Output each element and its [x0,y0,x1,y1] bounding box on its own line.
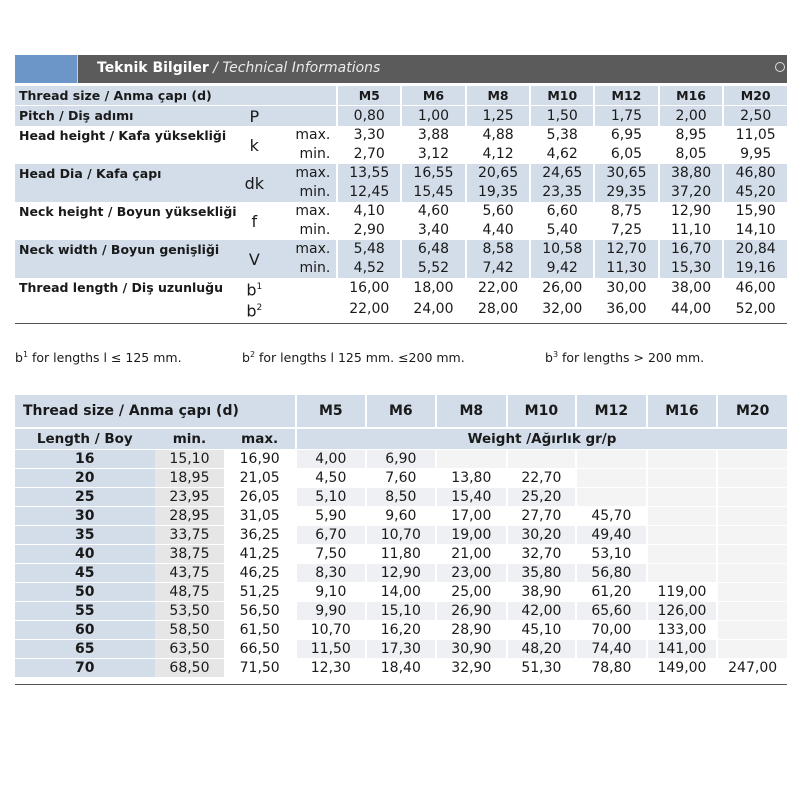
weight-cell [575,468,646,487]
spec-value: 4,12 [465,145,530,164]
spec-value: 7,25 [593,221,658,240]
spec-value: 3,88 [400,126,465,145]
spec-value: 1,00 [400,106,465,126]
min-label: min. [272,221,336,240]
thread-size-header: Thread size / Anma çapı (d) [15,86,336,106]
spec-label: Thread length / Diş uzunluğu [15,278,237,321]
spec-label: Neck width / Boyun genişliği [15,240,237,278]
weight-subheader-row [15,427,787,449]
weight-cell [575,449,646,468]
weight-cell: 4,00 [295,449,365,468]
table-divider [15,323,787,324]
min-length-cell: 48,75 [155,582,225,601]
spec-value: 32,00 [529,299,593,320]
spec-row-thread-length-b1 [15,278,787,299]
weight-cell [435,449,506,468]
weight-cell [716,639,787,658]
min-label: min. [272,259,336,278]
weight-cell: 15,10 [365,601,436,620]
weight-cell: 5,90 [295,506,365,525]
weight-cell: 19,00 [435,525,506,544]
weight-cell: 53,10 [575,544,646,563]
spec-symbol: P [237,106,272,126]
table-row [15,639,787,658]
spec-value: 16,70 [658,240,723,259]
spec-value: 1,25 [465,106,530,126]
spec-value: 38,00 [658,278,723,299]
spec-value: 10,58 [529,240,593,259]
spec-label: Neck height / Boyun yüksekliği [15,202,237,240]
weight-cell [646,468,717,487]
spec-value: 4,62 [529,145,593,164]
length-cell: 45 [15,563,155,582]
weight-cell [716,487,787,506]
spec-value: 37,20 [658,183,723,202]
size-column-header: M12 [593,86,658,106]
size-column-header: M10 [529,86,593,106]
length-cell: 25 [15,487,155,506]
max-length-cell: 61,50 [224,620,295,639]
weight-cell: 13,80 [435,468,506,487]
length-header: Length / Boy [15,427,155,449]
weight-cell: 14,00 [365,582,436,601]
weight-cell: 22,70 [506,468,576,487]
spec-value: 38,80 [658,164,723,183]
spec-value: 5,40 [529,221,593,240]
spec-value: 12,45 [336,183,400,202]
weight-cell [506,449,576,468]
symbol-b: b [246,301,257,321]
weight-cell: 65,60 [575,601,646,620]
spec-value: 2,50 [722,106,787,126]
search-icon[interactable] [775,62,785,72]
spec-label: Head Dia / Kafa çapı [15,164,237,202]
weight-cell: 70,00 [575,620,646,639]
spec-value: 46,00 [722,278,787,299]
max-length-cell: 36,25 [224,525,295,544]
weight-cell: 149,00 [646,658,717,677]
min-length-cell: 58,50 [155,620,225,639]
spec-value: 2,90 [336,221,400,240]
spec-row-neck-height-max [15,202,787,221]
weight-cell: 10,70 [295,620,365,639]
spec-value: 29,35 [593,183,658,202]
weight-cell: 247,00 [716,658,787,677]
max-length-cell: 26,05 [224,487,295,506]
spec-value: 36,00 [593,299,658,320]
spec-value: 20,84 [722,240,787,259]
weight-cell: 25,00 [435,582,506,601]
weight-header: Weight /Ağırlık gr/p [295,427,787,449]
weight-cell: 21,00 [435,544,506,563]
section-title [97,60,380,76]
spec-symbol: k [237,126,272,164]
weight-cell: 38,90 [506,582,576,601]
max-label: max. [272,202,336,221]
spec-value: 8,75 [593,202,658,221]
spec-value: 16,55 [400,164,465,183]
spec-value: 0,80 [336,106,400,126]
weight-cell [646,449,717,468]
spec-value: 3,40 [400,221,465,240]
weight-cell: 25,20 [506,487,576,506]
spec-value: 6,60 [529,202,593,221]
table-row [15,620,787,639]
weight-cell [646,487,717,506]
title-separator: / [208,60,223,76]
spec-value: 5,48 [336,240,400,259]
weight-cell: 42,00 [506,601,576,620]
spec-value: 4,10 [336,202,400,221]
weight-cell: 30,20 [506,525,576,544]
spec-blank [272,106,336,126]
weight-cell [716,525,787,544]
spec-value: 46,80 [722,164,787,183]
size-column-header: M6 [400,86,465,106]
spec-row-pitch [15,106,787,126]
spec-value: 16,00 [336,278,400,299]
weight-cell: 32,90 [435,658,506,677]
spec-value: 1,50 [529,106,593,126]
max-length-cell: 71,50 [224,658,295,677]
weight-cell: 133,00 [646,620,717,639]
spec-symbol-b2 [237,299,272,320]
table-divider [15,684,787,685]
size-column-header: M10 [506,395,576,427]
weight-cell: 28,90 [435,620,506,639]
spec-value: 4,88 [465,126,530,145]
weight-cell: 7,50 [295,544,365,563]
weight-cell: 27,70 [506,506,576,525]
spec-value: 5,52 [400,259,465,278]
spec-value: 23,35 [529,183,593,202]
weight-cell: 16,20 [365,620,436,639]
spec-value: 6,48 [400,240,465,259]
weight-cell: 119,00 [646,582,717,601]
max-length-cell: 51,25 [224,582,295,601]
weight-cell: 26,90 [435,601,506,620]
weight-cell: 56,80 [575,563,646,582]
length-cell: 50 [15,582,155,601]
spec-value: 3,30 [336,126,400,145]
min-length-cell: 23,95 [155,487,225,506]
weight-cell [646,506,717,525]
length-cell: 70 [15,658,155,677]
max-length-cell: 16,90 [224,449,295,468]
max-length-cell: 41,25 [224,544,295,563]
section-header-bar [15,55,787,83]
spec-header-row [15,86,787,106]
spec-value: 8,58 [465,240,530,259]
min-label: min. [272,145,336,164]
table-row [15,658,787,677]
weight-cell: 23,00 [435,563,506,582]
table-row [15,487,787,506]
spec-value: 20,65 [465,164,530,183]
length-cell: 65 [15,639,155,658]
min-length-cell: 15,10 [155,449,225,468]
spec-value: 13,55 [336,164,400,183]
max-length-cell: 21,05 [224,468,295,487]
length-cell: 40 [15,544,155,563]
spec-value: 12,70 [593,240,658,259]
size-column-header: M6 [365,395,436,427]
weight-cell [716,620,787,639]
size-column-header: M5 [295,395,365,427]
weight-cell: 32,70 [506,544,576,563]
table-row [15,601,787,620]
weight-cell: 49,40 [575,525,646,544]
spec-symbol: V [237,240,272,278]
spec-value: 5,38 [529,126,593,145]
weight-cell: 51,30 [506,658,576,677]
spec-value: 15,30 [658,259,723,278]
weight-cell [646,544,717,563]
title-english: Technical Informations [222,60,381,76]
spec-value: 4,40 [465,221,530,240]
weight-cell: 12,90 [365,563,436,582]
weight-cell: 8,50 [365,487,436,506]
weight-cell [716,449,787,468]
header-accent-block [15,55,77,83]
table-row [15,506,787,525]
weight-cell: 141,00 [646,639,717,658]
size-column-header: M20 [722,86,787,106]
spec-row-neck-width-max [15,240,787,259]
weight-cell: 9,60 [365,506,436,525]
spec-symbol: dk [237,164,272,202]
spec-label: Head height / Kafa yüksekliği [15,126,237,164]
weight-cell: 45,70 [575,506,646,525]
size-column-header: M5 [336,86,400,106]
weight-cell: 12,30 [295,658,365,677]
spec-value: 6,05 [593,145,658,164]
spec-blank [272,299,336,320]
spec-value: 2,00 [658,106,723,126]
min-length-cell: 28,95 [155,506,225,525]
weight-cell: 10,70 [365,525,436,544]
weight-cell [716,544,787,563]
spec-value: 19,35 [465,183,530,202]
spec-row-head-height-max [15,126,787,145]
weight-cell [716,506,787,525]
spec-value: 30,65 [593,164,658,183]
spec-value: 22,00 [465,278,530,299]
min-length-cell: 18,95 [155,468,225,487]
max-length-cell: 56,50 [224,601,295,620]
weight-cell: 6,70 [295,525,365,544]
spec-value: 3,12 [400,145,465,164]
spec-value: 28,00 [465,299,530,320]
spec-value: 12,90 [658,202,723,221]
weight-cell: 5,10 [295,487,365,506]
spec-value: 18,00 [400,278,465,299]
title-turkish: Teknik Bilgiler [97,60,209,76]
spec-value: 1,75 [593,106,658,126]
thread-size-header: Thread size / Anma çapı (d) [15,395,295,427]
technical-spec-table [15,86,787,321]
weight-cell: 6,90 [365,449,436,468]
spec-symbol-b1 [237,278,272,299]
table-row [15,544,787,563]
weight-cell: 17,00 [435,506,506,525]
spec-value: 6,95 [593,126,658,145]
weight-cell [716,468,787,487]
max-label: max. [272,164,336,183]
table-row [15,468,787,487]
symbol-sup: 2 [256,303,263,314]
min-header: min. [155,427,225,449]
weight-cell: 48,20 [506,639,576,658]
weight-cell: 78,80 [575,658,646,677]
spec-value: 5,60 [465,202,530,221]
length-cell: 60 [15,620,155,639]
weight-cell: 15,40 [435,487,506,506]
weight-cell: 7,60 [365,468,436,487]
spec-value: 52,00 [722,299,787,320]
weight-cell: 9,90 [295,601,365,620]
min-label: min. [272,183,336,202]
length-cell: 16 [15,449,155,468]
max-length-cell: 31,05 [224,506,295,525]
spec-value: 19,16 [722,259,787,278]
min-length-cell: 43,75 [155,563,225,582]
spec-value: 7,42 [465,259,530,278]
weight-cell: 45,10 [506,620,576,639]
spec-value: 4,52 [336,259,400,278]
min-length-cell: 53,50 [155,601,225,620]
max-length-cell: 46,25 [224,563,295,582]
weight-cell: 30,90 [435,639,506,658]
spec-value: 22,00 [336,299,400,320]
spec-value: 9,95 [722,145,787,164]
min-length-cell: 33,75 [155,525,225,544]
weight-cell: 126,00 [646,601,717,620]
spec-value: 26,00 [529,278,593,299]
footnote-b1: $b^1$ for lengths l ≤ 125 mm. [15,350,182,366]
spec-value: 30,00 [593,278,658,299]
weight-cell [646,563,717,582]
spec-value: 9,42 [529,259,593,278]
weight-cell [646,525,717,544]
footnote-b3: $b^3$ for lengths > 200 mm. [545,350,705,366]
size-column-header: M16 [646,395,717,427]
weight-cell: 8,30 [295,563,365,582]
spec-value: 15,90 [722,202,787,221]
length-cell: 30 [15,506,155,525]
min-length-cell: 63,50 [155,639,225,658]
spec-value: 15,45 [400,183,465,202]
symbol-b: b [246,280,257,300]
weight-cell [575,487,646,506]
spec-blank [272,278,336,299]
spec-value: 11,30 [593,259,658,278]
spec-value: 2,70 [336,145,400,164]
header-divider [77,55,78,83]
length-cell: 20 [15,468,155,487]
weight-cell: 18,40 [365,658,436,677]
table-row [15,525,787,544]
symbol-sup: 1 [256,282,263,292]
table-row [15,563,787,582]
max-label: max. [272,126,336,145]
weight-cell: 11,50 [295,639,365,658]
spec-value: 44,00 [658,299,723,320]
weight-cell: 61,20 [575,582,646,601]
max-length-cell: 66,50 [224,639,295,658]
weight-cell [716,582,787,601]
table-row [15,449,787,468]
spec-value: 11,05 [722,126,787,145]
footnote-b2: $b^2$ for lengths l 125 mm. ≤200 mm. [242,350,465,366]
spec-value: 24,65 [529,164,593,183]
weight-cell: 11,80 [365,544,436,563]
spec-value: 4,60 [400,202,465,221]
weight-cell: 9,10 [295,582,365,601]
spec-value: 24,00 [400,299,465,320]
size-column-header: M8 [435,395,506,427]
size-column-header: M16 [658,86,723,106]
table-row [15,582,787,601]
length-cell: 35 [15,525,155,544]
weight-cell: 74,40 [575,639,646,658]
size-column-header: M8 [465,86,530,106]
weight-table [15,395,787,677]
max-label: max. [272,240,336,259]
spec-value: 45,20 [722,183,787,202]
weight-cell [716,601,787,620]
length-cell: 55 [15,601,155,620]
spec-value: 8,05 [658,145,723,164]
size-column-header: M20 [716,395,787,427]
spec-value: 11,10 [658,221,723,240]
weight-header-row [15,395,787,427]
spec-value: 14,10 [722,221,787,240]
size-column-header: M12 [575,395,646,427]
min-length-cell: 68,50 [155,658,225,677]
weight-cell: 17,30 [365,639,436,658]
spec-value: 8,95 [658,126,723,145]
spec-label: Pitch / Diş adımı [15,106,237,126]
max-header: max. [224,427,295,449]
weight-cell: 35,80 [506,563,576,582]
spec-symbol: f [237,202,272,240]
min-length-cell: 38,75 [155,544,225,563]
weight-cell: 4,50 [295,468,365,487]
spec-row-head-dia-max [15,164,787,183]
weight-cell [716,563,787,582]
